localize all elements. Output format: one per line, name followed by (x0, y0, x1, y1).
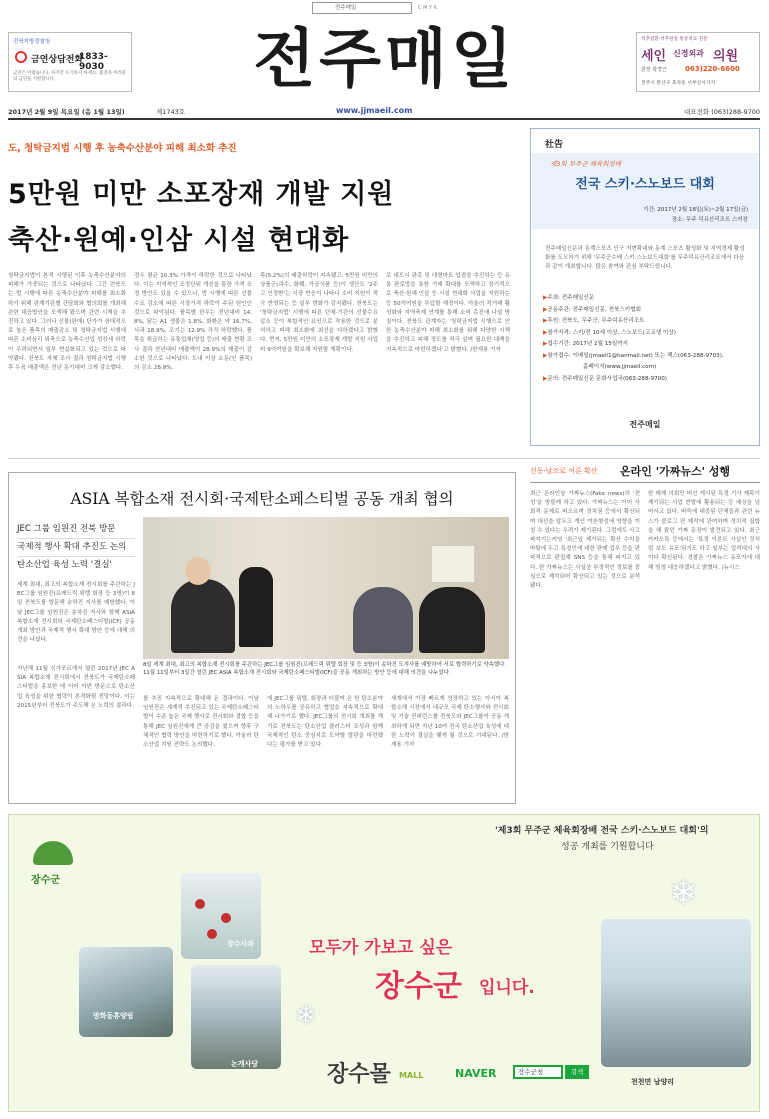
apple-icon (221, 913, 231, 923)
top-strip (312, 2, 412, 14)
banner-headline-2: 성공 개최를 기원합니다 (561, 842, 654, 852)
dateline-url[interactable]: www.jjmaeil.com (336, 106, 413, 115)
notice-item: ▶참가자격: 스키/전 10세 이상, 스노보드(고교생 이상) (543, 329, 676, 336)
photo-label-apple: 장수사과 (227, 940, 255, 948)
slogan-line-3: 입니다. (479, 978, 535, 998)
meeting-photo (143, 517, 509, 659)
feature-col-2: 를 추진 지속적으로 확대해 온 결과이다. 이날 임원진은 세계적 추진되고 있는 국제탄소페스티벌이 수준 높은 국제 행사로 전시회와 결합 등을 통해 JEC 임원진에게 큰 공감을 줬으며 향후 구체적인 협력 방안을 마련하기로 했다. 아울러 탄소산업 지원 전략도 논의했다. (143, 696, 259, 749)
notice-title-panel (532, 153, 758, 229)
notice-label: 社告 (545, 140, 564, 150)
photo-forest (79, 947, 173, 1037)
jangsu-logo-icon (33, 841, 73, 865)
photo-banner (431, 545, 475, 583)
notice-item: ▶후원: 전북도, 무주군, 무주덕유산리조트 (543, 318, 645, 324)
hotline-title: 금연상담전화 (31, 55, 84, 65)
notice-item: 홈페이지(www.jjmaeil.com) (583, 364, 657, 370)
naver-search-input[interactable]: 장수군청 (513, 1065, 563, 1079)
clinic-name-1: 세인 (641, 49, 667, 64)
snowflake-icon: ❄ (669, 873, 698, 913)
feature-col-1a: 세계 최대, 최고의 복합소재 전시회를 주관하는 JEC그룹 임원진(프레드릭 뮈텔 회장 등 3명)이 8일 전북도를 방문해 송하진 지사를 예방했다. 이날 JEC그룹 임원진은 송하진 지사와 함께 ASIA 복합소재 전시회와 국제탄소페스티벌(ICF) 공동 개최 방안과 국제적 행사 확대 방안 등에 대해 의견을 나눴다. (17, 582, 135, 644)
feature-sub-2: 국제적 행사 확대 추진도 논의 (17, 538, 135, 556)
bullet-icon: ▶ (543, 375, 548, 382)
clinic-ad (636, 32, 760, 92)
dateline-bar (8, 104, 760, 120)
notice-item: ▶참가접수: 이메일(jmaeil1@hanmail.net) 또는 팩스(063-288-9703), (543, 352, 724, 359)
notice-item: ▶접수기간: 2017년 2월 15일까지 (543, 341, 629, 347)
feature-box (8, 472, 516, 804)
clinic-addr: 전주시 완산구 효자동 서부신시가지 (641, 81, 716, 86)
fake-news-col-1: 최근 온라인상 가짜뉴스(Fake news)의 '전성'을 방불케 하고 있다. 가짜뉴스는 이미 사회적 문제로 떠오르며 정치권 등에서 확산되며 대선을 앞두고 개인 여론형성에 영향을 끼칠 수 있다는 우려가 제기된다. 그럼에도 사고파지기는커녕 '최근일 제기되는 확산 수익을 바탕에 두고 특정인에 대한 판매 업무 등을 편파적으로 편집해 SNS 등을 통해 퍼지고 있다. 한 가짜뉴스는 사실상 부정적인 정보를 중심으로 제작되어 확산되고 있는 것으로 분석됐다. (530, 491, 640, 590)
notice-box (530, 128, 760, 446)
bullet-icon: ▶ (543, 341, 548, 347)
photo-shrine (191, 965, 281, 1069)
hotline-ad (8, 32, 132, 92)
dateline-issue: 제1743호 (156, 108, 186, 116)
bullet-icon: ▶ (543, 352, 548, 359)
hotline-number: 1833-9030 (79, 52, 108, 72)
photo-person-1 (171, 579, 235, 653)
no-smoking-icon (15, 51, 27, 63)
photo-person-4 (419, 587, 485, 653)
feature-headline: ASIA 복합소재 전시회·국제탄소페스티벌 공동 개최 협의 (70, 490, 454, 508)
fake-news-kicker: 선동·날조로 여론 확산 (530, 467, 598, 475)
notice-item: ▶공동주관: 전주매일신문, 전북스키협회 (543, 306, 641, 313)
feature-sub-3: 탄소산업 육성 노력 '결실' (17, 556, 135, 574)
lead-col-1: 청탁금지법이 본격 시행된 이후 농축수산분야의 피해가 가중되는 것으로 나타났다. 그간 전북도는 법 시행에 따른 농축수산분야 피해를 최소화하기 위해 관계기관별 간담회와 협의회를 개최해 관련 대응방안을 모색해 왔으며 관련 시책을 추진하고 있다. 그러나 선물(판매) 단가가 상대적으로 높은 품목의 매출감소 및 청탁금지법 시행에 따른 소비심리 위축으로 농축수산업 성장세 하락이 우려되면서 일부 현실화되고 있는 것으로 파악됐다. 전북도 자체 조사 결과 청탁금지법 시행 후 우육 매출액은 전년 동기대비 크게 감소했다. (8, 273, 126, 372)
notice-title: 전국 스키·스노보드 대회 (575, 177, 715, 192)
apple-icon (207, 929, 217, 939)
notice-item: ▶문의: 전주매일신문 문화사업국(063-288-9700) (543, 375, 667, 382)
lead-col-4: 로 대도시 판촉 및 대형마트 입점을 추진하는 등 유통 판로망을 통한 거래 확대를 모색하고 장기적으로 축산·원예·인삼 등 시설 현대화 사업을 지원하는 등 50억여원을 투입할 예정이다. 아울러 직거래 활성화와 지역축제 연계를 통해 소비 촉진에 나설 방침이다. 전북도 관계자는 '청탁금지법 시행으로 인한 농축수산분야 피해 최소화를 위해 다양한 시책을 추진하고 피해 정도를 적극 살펴 필요한 대책을 지속적으로 마련하겠다'고 밝혔다. /한재용 기자 (386, 273, 510, 353)
photo-label-forest: 방화동휴양림 (93, 1012, 134, 1020)
feature-subheads (17, 521, 135, 574)
apple-icon (195, 899, 205, 909)
bullet-icon: ▶ (543, 306, 548, 313)
clinic-name-2: 신경외과 (673, 49, 704, 58)
clinic-name-3: 의원 (713, 49, 739, 64)
section-divider (8, 458, 760, 459)
naver-search-button[interactable]: 검색 (565, 1065, 589, 1079)
lead-kicker: 도, 청탁금지법 시행 후 농축수산분야 피해 최소화 추진 (8, 143, 237, 154)
notice-meta-1: 기간: 2017년 2월 18일(토)~2월 17일(금) (643, 207, 748, 213)
bullet-icon: ▶ (543, 318, 548, 324)
snowflake-icon: ❄ (295, 1001, 317, 1031)
registration-marks: C M Y K (418, 5, 437, 11)
photo-village (601, 919, 751, 1067)
notice-item: ▶주최: 전주매일신문 (543, 295, 595, 301)
slogan-place: 장수군 (375, 969, 462, 1004)
notice-meta-2: 장소: 무주 덕유산리조트 스키장 (671, 217, 748, 223)
photo-person-3 (353, 587, 413, 653)
photo-caption: 8일 세계 최대, 최고의 복합소재 전시회를 주관하는 JEC그룹 임원진(프레드릭 뮈텔 회장 및 등 3명)이 송하진 도지사를 예방하여 서로 협력하기로 약속했다. 11월 11일부터 3일간 열린 JEC ASIA 복합소재 전시회와 국제탄소페스티벌(ICF)을 공동 개최하는 방안 등에 대해 의견을 나누었다. (143, 662, 507, 677)
bullet-icon: ▶ (543, 295, 548, 301)
lead-col-2: 경우 평균 10.3% 가격이 하락한 것으로 나타났다. 이는 지역적인 조정단위 개선을 통한 가격 조정 방안도 있을 수 있으나, 법 시행에 따른 선물수요 감소에 따른 시장가격 하락이 주된 원인인 것으로 파악된다. 품목별 한우는 전년대비 14.8%, 닭는 A1 생물은 1.8%, 화환은 약 16.7%, 사과 18.9%, 조기는 12.9% 각각 하락했다. 품목을 취급하는 유통업체(영업 등)의 매출 현황 조사 결과 전년대비 매출액이 28.9%의 매출이 감소한 것으로 나타났다. 도내 이상 소문(인 품목)의 감소 28.9%. (134, 273, 252, 372)
photo-label-shrine: 논개사당 (231, 1060, 259, 1068)
photo-label-village: 천천면 남양리 (631, 1078, 675, 1086)
notice-intro: 전주매일신문과 동계스포츠 인구 저변확대와 동계 스포츠 활성화 및 지역경제 활성화를 도모하기 위해 '무주군수배 스키·스노보드대회'를 무주덕유산리조트에서 다음과 같이 개최합니다. 많은 참여와 관심 부탁드립니다. (545, 246, 745, 270)
fake-news-title: 온라인 '가짜뉴스' 성행 (620, 465, 731, 478)
bullet-icon: ▶ (543, 329, 548, 336)
banner-headline: '제3회 무주군 체육회장배 전국 스키·스노보드 대회'의 (495, 826, 709, 836)
mall-logo[interactable]: 장수몰 (327, 1062, 391, 1087)
masthead-title: 전주매일 (253, 23, 517, 97)
naver-logo: NAVER (455, 1067, 497, 1080)
hotline-org: 전북지방경찰청 (13, 39, 51, 45)
lead-headline-2: 축산·원예·인삼 시설 현대화 (8, 225, 350, 256)
top-strip-label: 전주매일 (335, 5, 357, 11)
notice-sign: 전주매일 (629, 420, 661, 429)
dateline-date: 2017년 2월 9일 목요일 (음 1월 13일) (8, 108, 125, 116)
photo-head-1 (185, 557, 211, 585)
notice-list (543, 293, 753, 385)
jangsu-banner (8, 814, 760, 1112)
hotline-fine: 금연은 어렵습니다. 하지만 포기하지 마세요. 흡연자 여러분의 금연을 지원합니다. (13, 71, 126, 82)
fake-news-rule (530, 482, 760, 483)
feature-col-1b: 지난해 11월 싱가포르에서 열린 2017년 JEC ASIA 복합소재 전시회에서 전북도가 국제탄소페스티벌을 홍보한 데 이어 이번 방문으로 탄소산업 육성을 위한 협력이 본격화될 전망이다. 이는 2015년부터 전북도가 주도해 온 노력의 결과다. (17, 666, 135, 709)
notice-sub: 제3회 무주군 체육회장배 (550, 160, 622, 168)
photo-person-2 (239, 567, 273, 647)
fake-news-col-2: 한 매체 의회만 버선 게시된 특정 기사 제목이 제기되는 사업 반발에 활용되는 등 예상을 넘어서고 있다. 바둑에 대중된 단체들과 관련 뉴스가 블로그 편 제작에 관여하며 정치적 집합을 해 왔던 가짜 문장이 발견되고 있다. 최근 카카오톡 등에서는 '특정 이론도 사실인 것처럼 보도 유포'되기도 하고 일부는 업적대의 사이다 확신된다. 경찰은 가짜뉴스 유포자에 대해 엄정 대응하겠다고 밝혔다. /뉴시스 (648, 491, 760, 571)
clinic-tel: 063)220-6600 (685, 65, 740, 73)
clinic-line: 원장 곽경근 (641, 67, 667, 73)
jangsu-logo-text: 장수군 (31, 875, 60, 886)
slogan-line-1: 모두가 가보고 싶은 (309, 938, 453, 958)
dateline-phone: 대표전화 (063)288-9700 (684, 108, 760, 116)
lead-headline-1: 5만원 미만 소포장재 개발 지원 (8, 179, 395, 210)
mall-tag: MALL (399, 1071, 424, 1080)
feature-col-3: 에 JEC그룹 뮈텔, 회장과 더불어 온 한 탄소분야의 노하우를 공유하고 협업을 지속적으로 확대해 나가기로 했다. JEC그룹의 전시회 개최를 계기로 전북도는 탄소산업 클러스터 조성과 함께 국제적인 탄소 중심지로 도약할 발판을 마련했다는 평가를 받고 있다. (267, 696, 383, 749)
feature-col-4: 세계에서 가장 빠르게 성장하고 있는 아시아 복합소재 시장에서 대규모 국제 탄소행사와 전시회 및 기술 컨퍼런스를 전북도와 JEC그룹이 공동 개최하게 되면 지난 10여 전국 탄소산업 육성에 대한 노력이 결실을 맺게 될 것으로 기대된다. /한재용 기자 (391, 696, 509, 749)
lead-col-3: 목(5.2%)의 매출하락이 지속됐고, 5만원 미만의 상품군(과수, 화훼, 가공식품 등)이 생산도 '2주고 인정받'는 시장 반응이 나타나 소비 지원이 적극 반영되는 등 일부 변화가 감지됐다. 전북도는 '청탁금지법' 시행에 따른 단체·기관의 선물수요 감소 등이 복합적인 요인으로 작용한 것으로 분석하고 피해 최소화에 최선을 다하겠다고 밝혔다. 먼저, 5만원 미만의 소포장재 개발 지원 사업비 9억여원을 확보해 지원할 계획이다. (260, 273, 378, 353)
feature-sub-1: JEC 그룹 임원진 전북 방문 (17, 524, 116, 534)
clinic-head: 척추질환·척추관절 통증치료 전문 (641, 37, 708, 42)
